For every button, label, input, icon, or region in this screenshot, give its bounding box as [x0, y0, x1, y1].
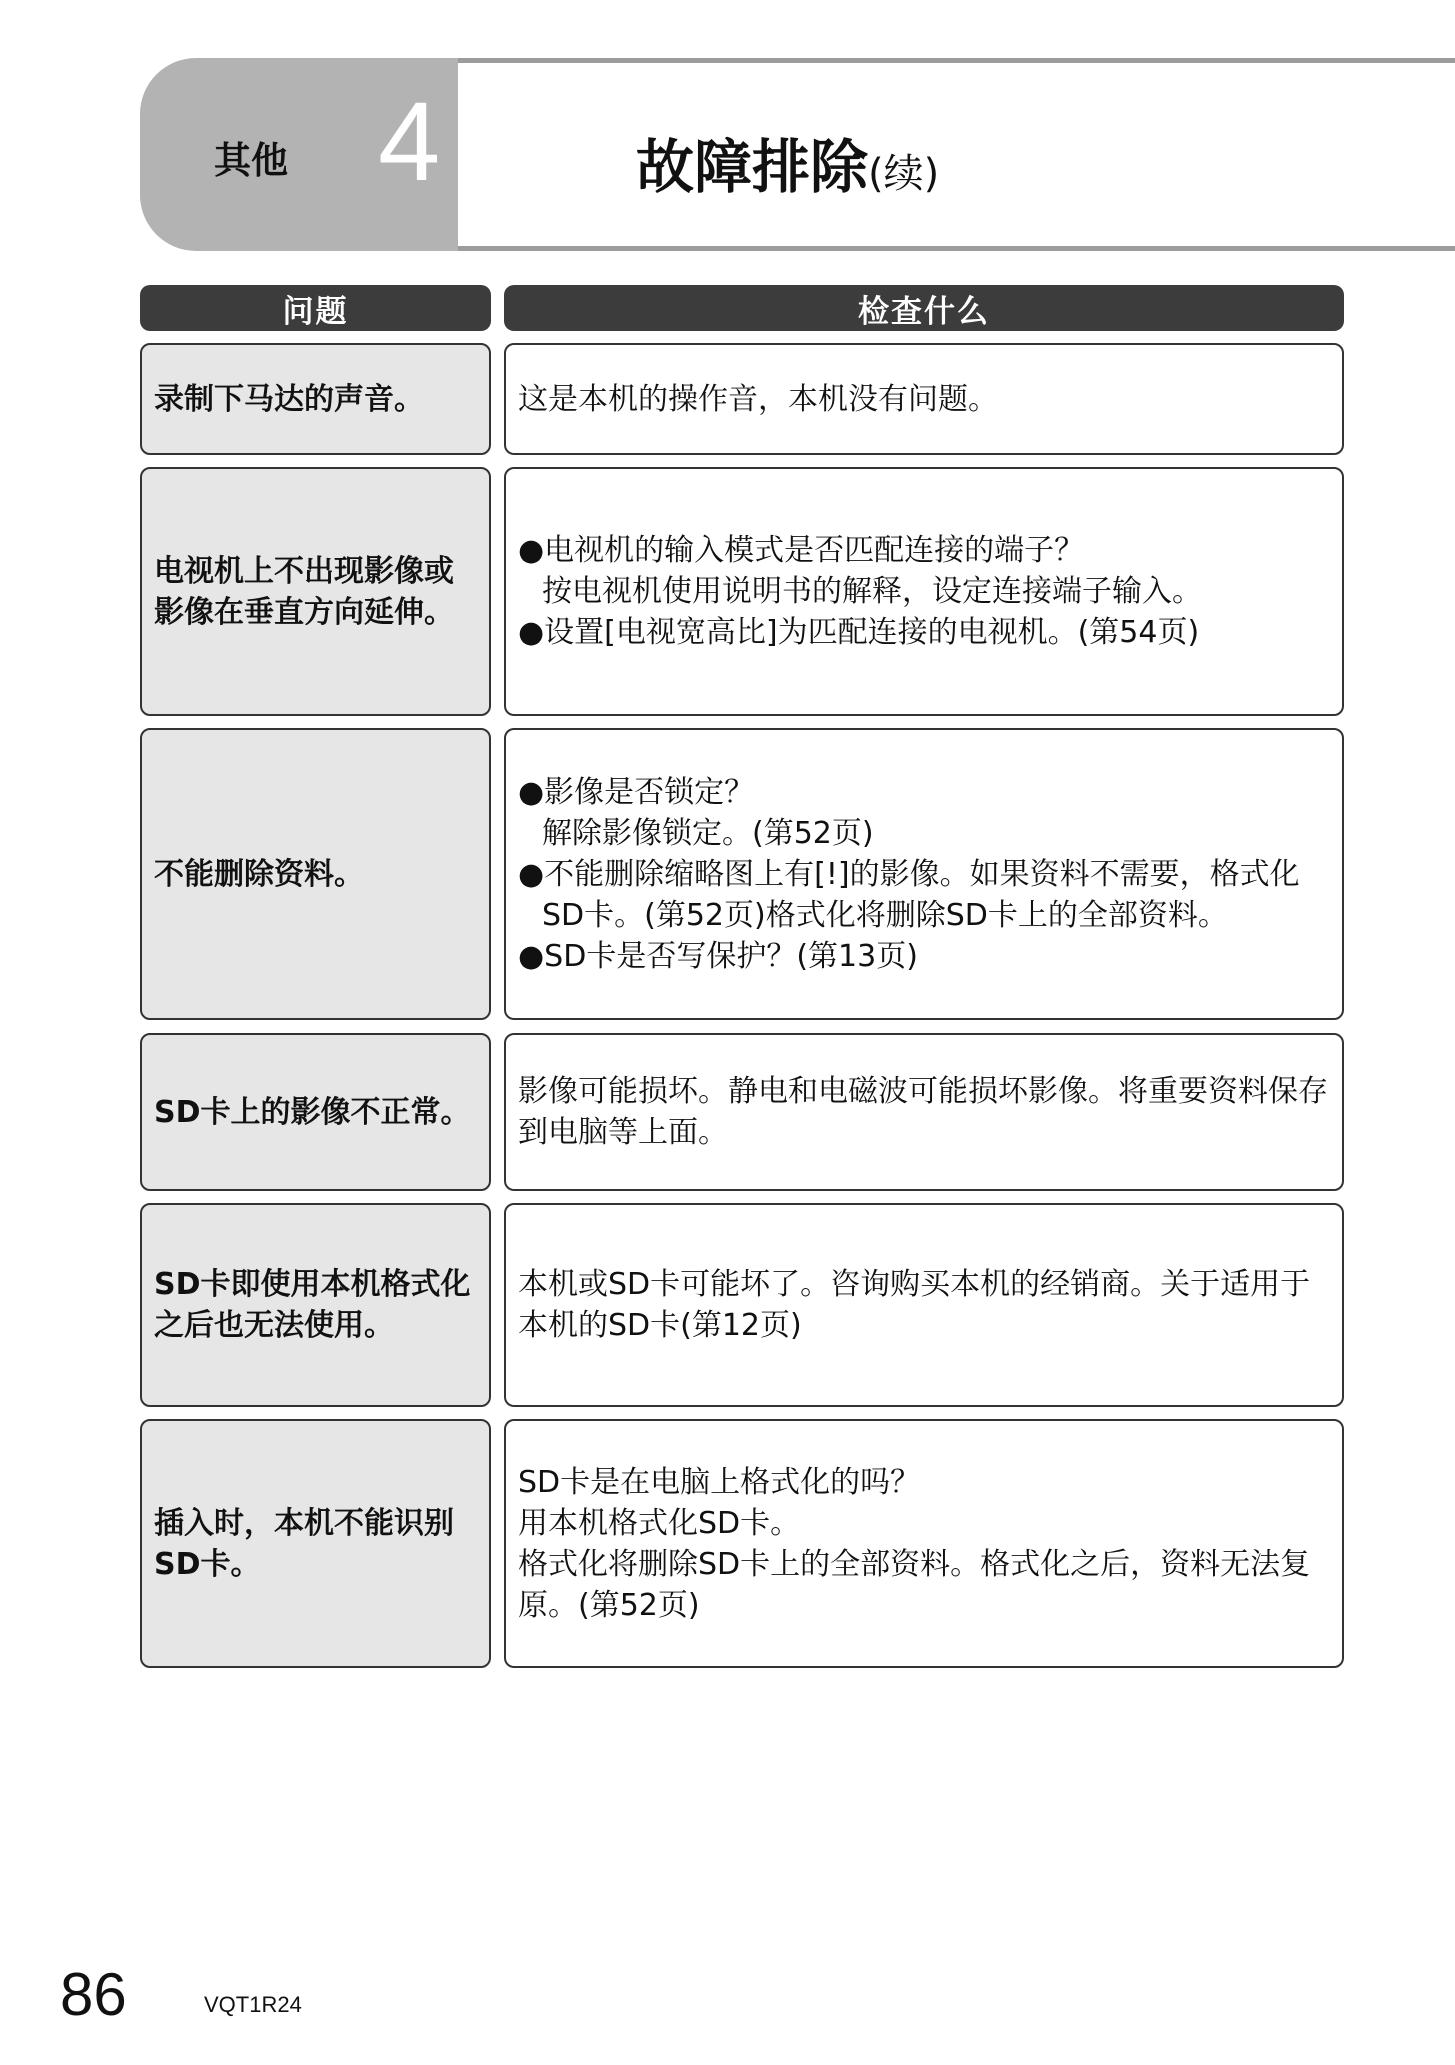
problem-cell: 插入时，本机不能识别SD卡。: [140, 1419, 491, 1668]
check-text: SD卡是在电脑上格式化的吗？: [518, 1464, 921, 1500]
page-number: 86: [60, 1961, 127, 2028]
check-cell: [504, 1203, 1344, 1407]
check-cell: [504, 1033, 1344, 1191]
check-text: 按电视机使用说明书的解释，设定连接端子输入。: [542, 574, 1202, 609]
section-label: 其他: [214, 139, 288, 182]
chapter-header: [140, 58, 1455, 251]
chapter-number: 4: [378, 79, 441, 204]
page-title-main: 故障排除: [636, 133, 869, 201]
check-text: ●SD卡是否写保护？(第13页): [518, 938, 918, 974]
page-title: [636, 120, 939, 204]
table-row: [140, 467, 1344, 716]
problem-cell: 不能删除资料。: [140, 728, 491, 1020]
check-text: 影像可能损坏。静电和电磁波可能损坏影像。将重要资料保存到电脑等上面。: [518, 1074, 1328, 1150]
check-text: 用本机格式化SD卡。: [518, 1505, 801, 1541]
check-text: ●不能删除缩略图上有[!]的影像。如果资料不需要，格式化SD卡。(第52页)格式化将删除SD卡上的全部资料。: [518, 856, 1300, 933]
check-text: 格式化将删除SD卡上的全部资料。格式化之后，资料无法复原。(第52页): [518, 1546, 1311, 1623]
table-row: [140, 1419, 1344, 1668]
table-row: [140, 1203, 1344, 1407]
check-cell: [504, 467, 1344, 716]
section-tab: [140, 58, 458, 251]
problem-cell: SD卡即使用本机格式化之后也无法使用。: [140, 1203, 491, 1407]
title-panel: [458, 58, 1455, 251]
page-title-suffix: (续): [868, 151, 940, 197]
check-text: ●设置[电视宽高比]为匹配连接的电视机。(第54页): [518, 615, 1200, 650]
problem-cell: 录制下马达的声音。: [140, 343, 491, 455]
table-row: [140, 343, 1344, 455]
check-text: ●电视机的输入模式是否匹配连接的端子？: [518, 533, 1085, 568]
table-row: [140, 1033, 1344, 1191]
document-code: VQT1R24: [204, 1992, 302, 2017]
check-cell: [504, 1419, 1344, 1668]
table-row: [140, 728, 1344, 1020]
problem-cell: 电视机上不出现影像或影像在垂直方向延伸。: [140, 467, 491, 716]
check-text: 这是本机的操作音，本机没有问题。: [518, 381, 998, 417]
check-text: 解除影像锁定。(第52页): [542, 815, 874, 851]
problem-cell: SD卡上的影像不正常。: [140, 1033, 491, 1191]
check-text: ●影像是否锁定？: [518, 774, 755, 810]
column-header-problem: 问题: [140, 285, 491, 331]
check-cell: [504, 343, 1344, 455]
check-text: 本机或SD卡可能坏了。咨询购买本机的经销商。关于适用于本机的SD卡(第12页): [518, 1267, 1311, 1343]
column-header-check: 检查什么: [504, 285, 1344, 331]
check-cell: [504, 728, 1344, 1020]
